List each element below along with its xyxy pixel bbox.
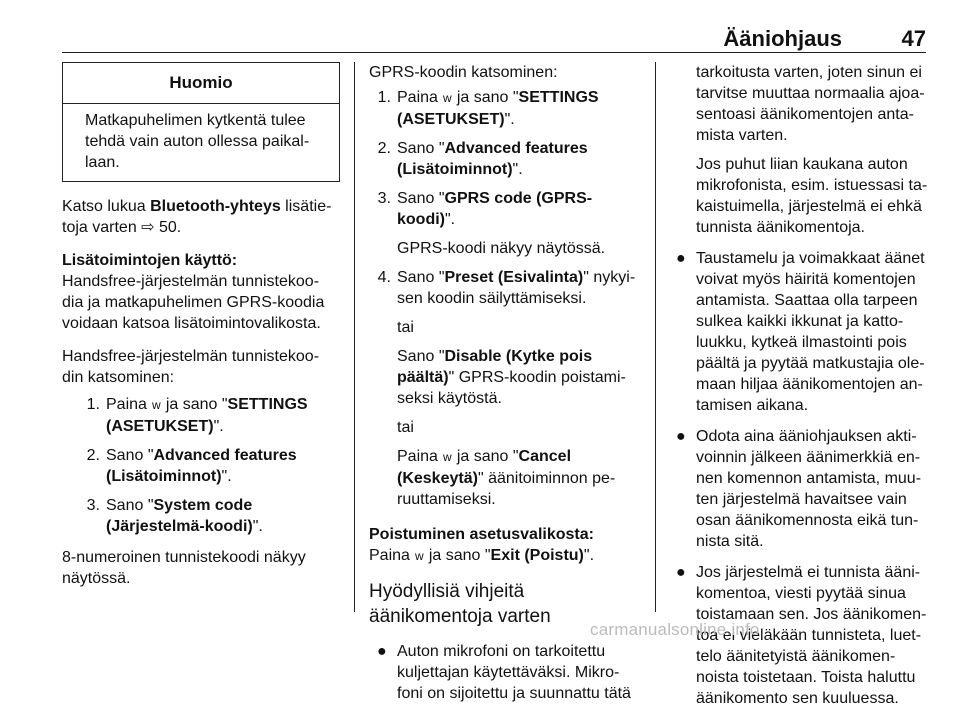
exit-text: Paina w ja sano "Exit (Poistu)".	[369, 545, 639, 567]
alt-cancel: Paina w ja sano "Cancel (Keskeytä)" äänitoiminnon pe-ruuttamiseksi.	[397, 448, 616, 508]
list-item: 1. Paina w ja sano "SETTINGS (ASETUKSET)".	[86, 396, 308, 435]
tips-list	[369, 641, 639, 704]
extra-text: Handsfree-järjestelmän tunnistekoo-dia ja matkapuhelimen GPRS-koodia voidaan katsoa lisätoimintovalikosta.	[62, 273, 325, 332]
gprs-intro: GPRS-koodin katsominen:	[369, 64, 558, 81]
column-divider	[655, 62, 656, 612]
note-text: Matkapuhelimen kytkentä tulee tehdä vain auton ollessa paikal-laan.	[85, 112, 310, 171]
page-title: Ääniohjaus	[723, 26, 842, 51]
column-divider	[354, 62, 355, 612]
exit-heading: Poistuminen asetusvalikosta:	[369, 526, 594, 543]
list-item: 2. Sano "Advanced features (Lisätoiminnot)".	[86, 447, 297, 485]
arrow-ref-icon: ⇨	[141, 219, 155, 236]
bullet-icon: ●	[676, 564, 686, 581]
list-item: 3. Sano "GPRS code (GPRS-koodi)".	[377, 190, 593, 228]
bullet-icon: ●	[377, 643, 387, 660]
bullet-continued-2: Jos puhut liian kaukana auton mikrofonista, esim. istuessasi ta-kaistuimella, järjestelmä ei ehkä tunnista äänikomentoja.	[696, 156, 928, 236]
list-item: ● Jos järjestelmä ei tunnista ääni-komentoa, viesti pyytää sinua toistamaan sen. Jos äänikomen-toa ei vieläkään tunnisteta, luet-telo äänitetyistä äänikomen-noista toistetaan. Toista haluttu äänikomento sen kuuluessa.	[676, 564, 927, 707]
note-heading: Huomio	[63, 63, 339, 104]
or-text: tai	[397, 419, 414, 436]
bullet-continued: tarkoitusta varten, joten sinun ei tarvitse muuttaa normaalia ajoa-sentoasi äänikomentojen anta-mista varten.	[696, 64, 925, 144]
watermark: carmanualsonline.info	[590, 620, 760, 639]
list-item: ● Taustamelu ja voimakkaat äänet voivat myös häiritä komentojen antamista. Saattaa olla tarpeen sulkea kaikki ikkunat ja katto-luukku, kytkeä ilmastointi pois päältä ja pyytää matkustajia ole-maan hiljaa äänikomentojen an-tamisen aikana.	[676, 250, 925, 414]
see-reference: Katso lukua Bluetooth-yhteys lisätie-toja varten ⇨ 50.	[62, 198, 332, 236]
alt-disable: Sano "Disable (Kytke pois päältä)" GPRS-koodin poistami-seksi käytöstä.	[397, 348, 626, 407]
column-2	[369, 62, 639, 714]
list-item: 1. Paina w ja sano "SETTINGS (ASETUKSET)".	[377, 89, 599, 128]
voice-command-icon: w	[415, 549, 424, 563]
list-item: ● Odota aina ääniohjauksen akti-voinnin jälkeen äänimerkkiä en-nen komennon antamista, muu-ten järjestelmä havaitsee vain osan äänikomennosta eikä tun-nista sitä.	[676, 428, 922, 550]
step3-note: GPRS-koodi näkyy näytössä.	[397, 240, 606, 257]
list-item: 4. Sano "Preset (Esivalinta)" nykyi-sen koodin säilyttämiseksi.	[377, 269, 636, 307]
bullet-icon: ●	[676, 428, 686, 445]
see-chapter-link[interactable]: Bluetooth-yhteys	[150, 198, 281, 215]
page-number: 47	[901, 26, 926, 51]
extra-heading: Lisätoimintojen käyttö:	[62, 252, 238, 269]
list-item: 3. Sano "System code (Järjestelmä-koodi)".	[86, 497, 263, 535]
sys-result: 8-numeroinen tunnistekoodi näkyy näytössä.	[62, 549, 306, 587]
voice-command-icon: w	[443, 91, 452, 105]
sys-steps	[62, 394, 340, 537]
page-header	[62, 24, 926, 53]
column-1	[62, 62, 340, 601]
voice-command-icon: w	[443, 450, 452, 464]
tips-heading: Hyödyllisiä vihjeitä äänikomentoja varten	[369, 581, 551, 627]
sys-intro: Handsfree-järjestelmän tunnistekoo-din katsominen:	[62, 348, 320, 386]
list-item: 2. Sano "Advanced features (Lisätoiminnot)".	[377, 140, 588, 178]
note-box	[62, 62, 340, 182]
or-text: tai	[397, 319, 414, 336]
list-item: ● Auton mikrofoni on tarkoitettu kuljettajan käytettäväksi. Mikro-foni on sijoitettu ja suunnattu tätä	[369, 641, 639, 704]
gprs-steps	[369, 87, 639, 510]
bullet-icon: ●	[676, 250, 686, 267]
voice-command-icon: w	[152, 398, 161, 412]
